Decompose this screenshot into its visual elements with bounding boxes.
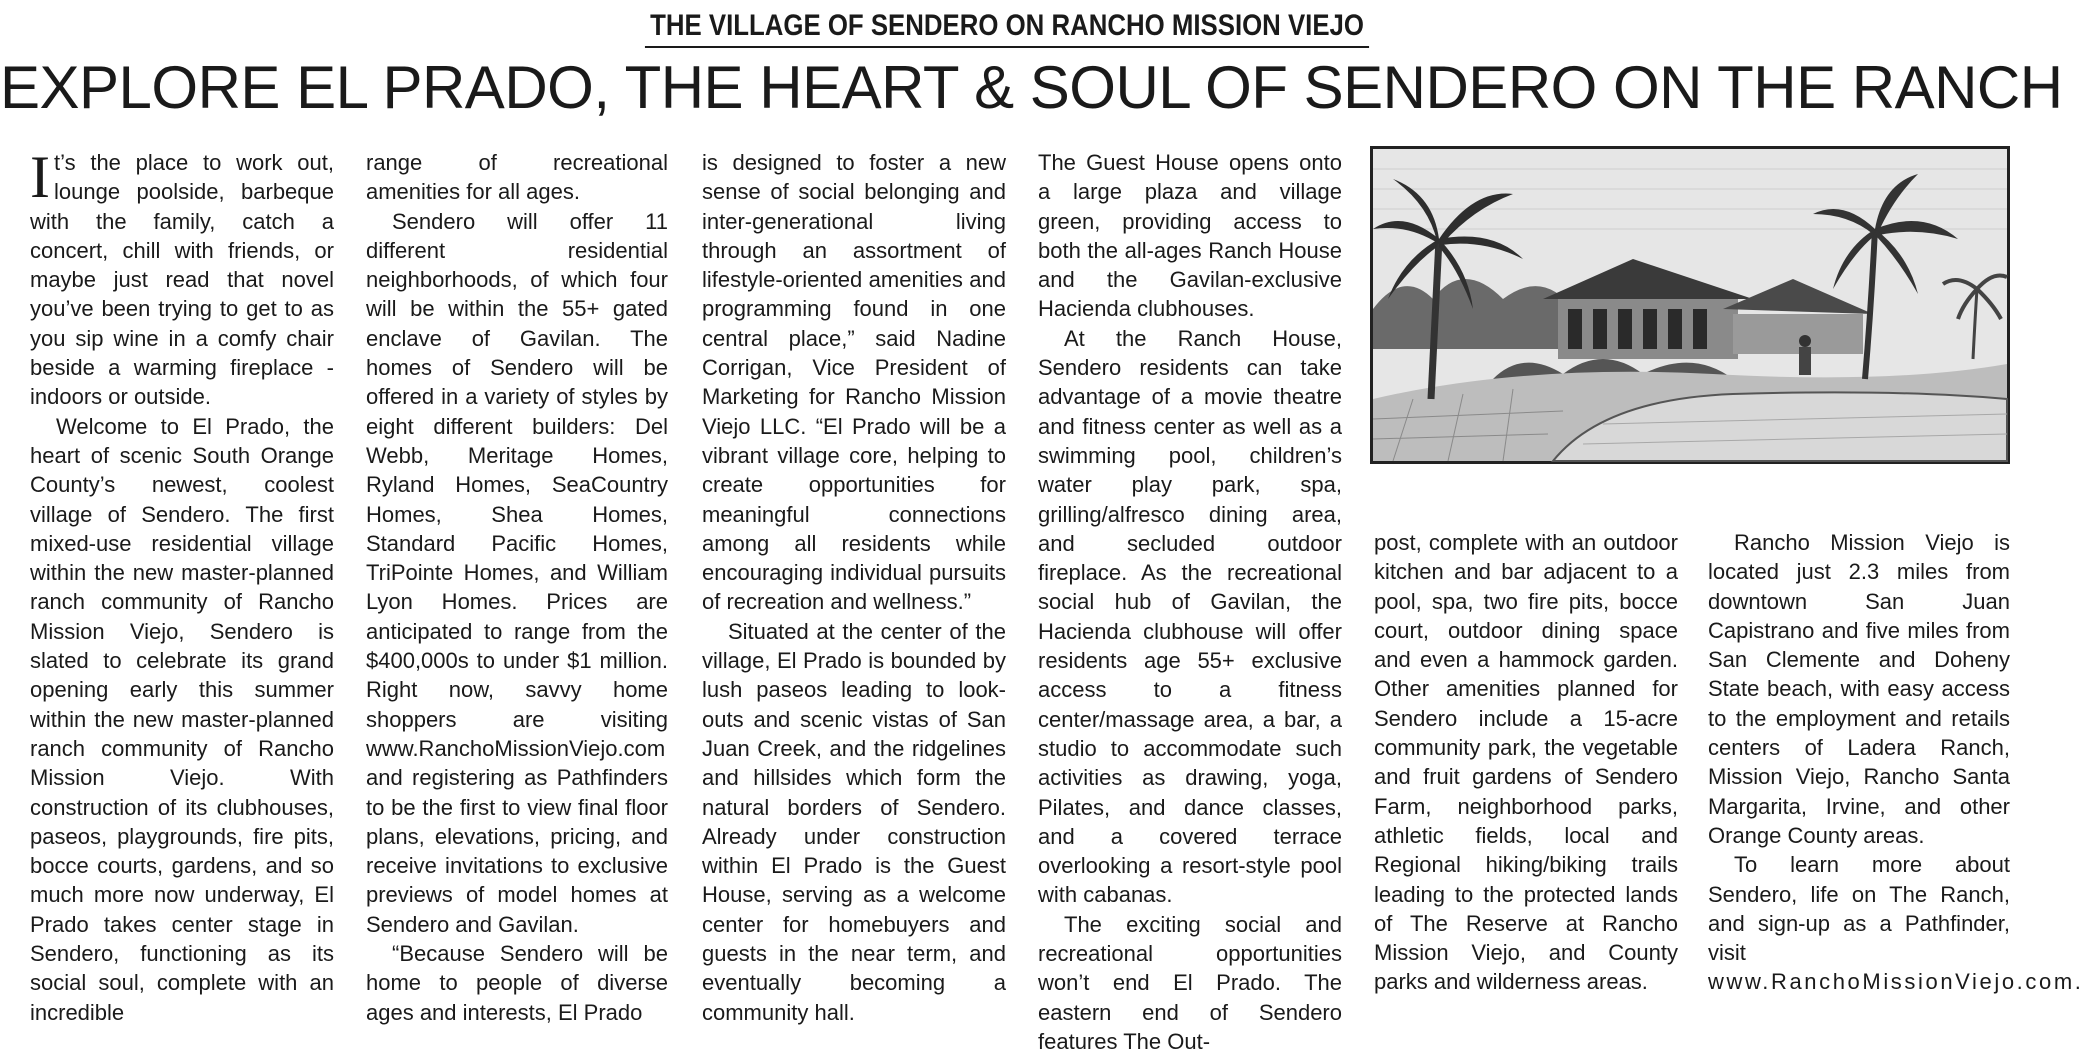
paragraph-2: Welcome to El Prado, the heart of scenic South Orange County’s newest, coolest village of Sendero. The first mixed-use residential village within the new master-planned ranch community of Rancho Mission Viejo, Sendero is slated to celebrate its grand opening early this summer within the new master-planned ranch community of Rancho Mission Viejo. With construction of its clubhouses, paseos, playgrounds, fire pits, bocce courts, gardens, and so much more now underway, El Prado takes center stage in Sendero, functioning as its social soul, complete with an incredible (30, 413, 334, 1025)
paragraph-2: Situated at the center of the village, El Prado is bounded by lush paseos leading to look-outs and scenic vistas of San Juan Creek, and the ridgelines and hillsides which form the natural borders of Sendero. Already under construction within El Prado is the Guest House, serving as a welcome center for homebuyers and guests in the near term, and eventually becoming a community hall. (702, 618, 1006, 1025)
article-headline: EXPLORE EL PRADO, THE HEART & SOUL OF SENDERO ON THE RANCH (0, 54, 2063, 121)
paragraph-1: The Guest House opens onto a large plaza and village green, providing access to both the all-ages Ranch House and the Gavilan-exclusive Hacienda clubhouses. (1038, 150, 1342, 322)
drop-cap: I (30, 144, 50, 210)
resort-pool-illustration (1370, 146, 2010, 464)
column-3 (702, 148, 1006, 1027)
paragraph-continued: post, complete with an outdoor kitchen and bar adjacent to a pool, spa, two fire pits, bocce court, outdoor dining space and even a hammock garden. Other amenities planned for Sendero include a 15-acre community park, the vegetable and fruit gardens of Sendero Farm, neighborhood parks, athletic fields, local and Regional hiking/biking trails leading to the protected lands of The Reserve at Rancho Mission Viejo, and County parks and wilderness areas. (1374, 530, 1678, 995)
column-1 (30, 144, 334, 1027)
kicker-text: THE VILLAGE OF SENDERO ON RANCHO MISSION VIEJO (645, 8, 1369, 48)
column-6 (1708, 528, 2083, 997)
column-2 (366, 148, 668, 1027)
paragraph-2: Sendero will offer 11 different residential neighborhoods, of which four will be within the 55+ gated enclave of Gavilan. The homes of Sendero will be offered in a variety of styles by eight different builders: Del Webb, Meritage Homes, Ryland Homes, SeaCountry Homes, Shea Homes, Standard Pacific Homes, TriPointe Homes, and William Lyon Homes. Prices are anticipated to range from the $400,000s to under $1 million. Right now, savvy home shoppers are visiting www.RanchoMissionViejo.com and registering as Pathfinders to be the first to view final floor plans, elevations, pricing, and receive invitations to exclusive previews of model homes at Sendero and Gavilan. (366, 208, 668, 937)
website-link: www.RanchoMissionViejo.com. (1708, 969, 2083, 995)
paragraph-2: At the Ranch House, Sendero residents can take advantage of a movie theatre and fitness center as well as a swimming pool, children’s water play park, spa, grilling/alfresco dining area, and secluded outdoor fireplace. As the recreational social hub of Gavilan, the Hacienda clubhouse will offer residents age 55+ exclusive access to a fitness center/massage area, a bar, a studio to accommodate such activities as drawing, yoga, Pilates, and dance classes, and a covered terrace overlooking a resort-style pool with cabanas. (1038, 325, 1342, 908)
section-kicker (0, 8, 2014, 48)
paragraph-2 (1708, 850, 2083, 996)
paragraph-3: “Because Sendero will be home to people of diverse ages and interests, El Prado (366, 941, 668, 1025)
paragraph-2-text: To learn more about Sendero, life on The Ranch, and sign-up as a Pathfinder, visit (1708, 852, 2010, 966)
paragraph-1: Rancho Mission Viejo is located just 2.3 miles from downtown San Juan Capistrano and five miles from San Clemente and Doheny State beach, with easy access to the employment and retails centers of Ladera Ranch, Mission Viejo, Rancho Santa Margarita, Irvine, and other Orange County areas. (1708, 530, 2010, 848)
paragraph-1-text: t’s the place to work out, lounge poolside, barbeque with the family, catch a concert, chill with friends, or maybe just read that novel you’ve been trying to get to as you sip wine in a comfy chair beside a warming fireplace - indoors or outside. (30, 150, 334, 410)
column-4 (1038, 148, 1342, 1056)
column-5 (1374, 528, 1678, 997)
paragraph-continued: range of recreational amenities for all ages. (366, 150, 668, 205)
paragraph-3: The exciting social and recreational opportunities won’t end El Prado. The eastern end of Sendero features The Out- (1038, 911, 1342, 1054)
paragraph-continued: is designed to foster a new sense of social belonging and inter-generational living through an assortment of lifestyle-oriented amenities and programming found in one central place,” said Nadine Corrigan, Vice President of Marketing for Rancho Mission Viejo LLC. “El Prado will be a vibrant village core, helping to create opportunities for meaningful connections among all residents while encouraging individual pursuits of recreation and wellness.” (702, 150, 1006, 615)
paragraph-1 (30, 144, 334, 412)
resort-pool-icon (1373, 149, 2007, 461)
